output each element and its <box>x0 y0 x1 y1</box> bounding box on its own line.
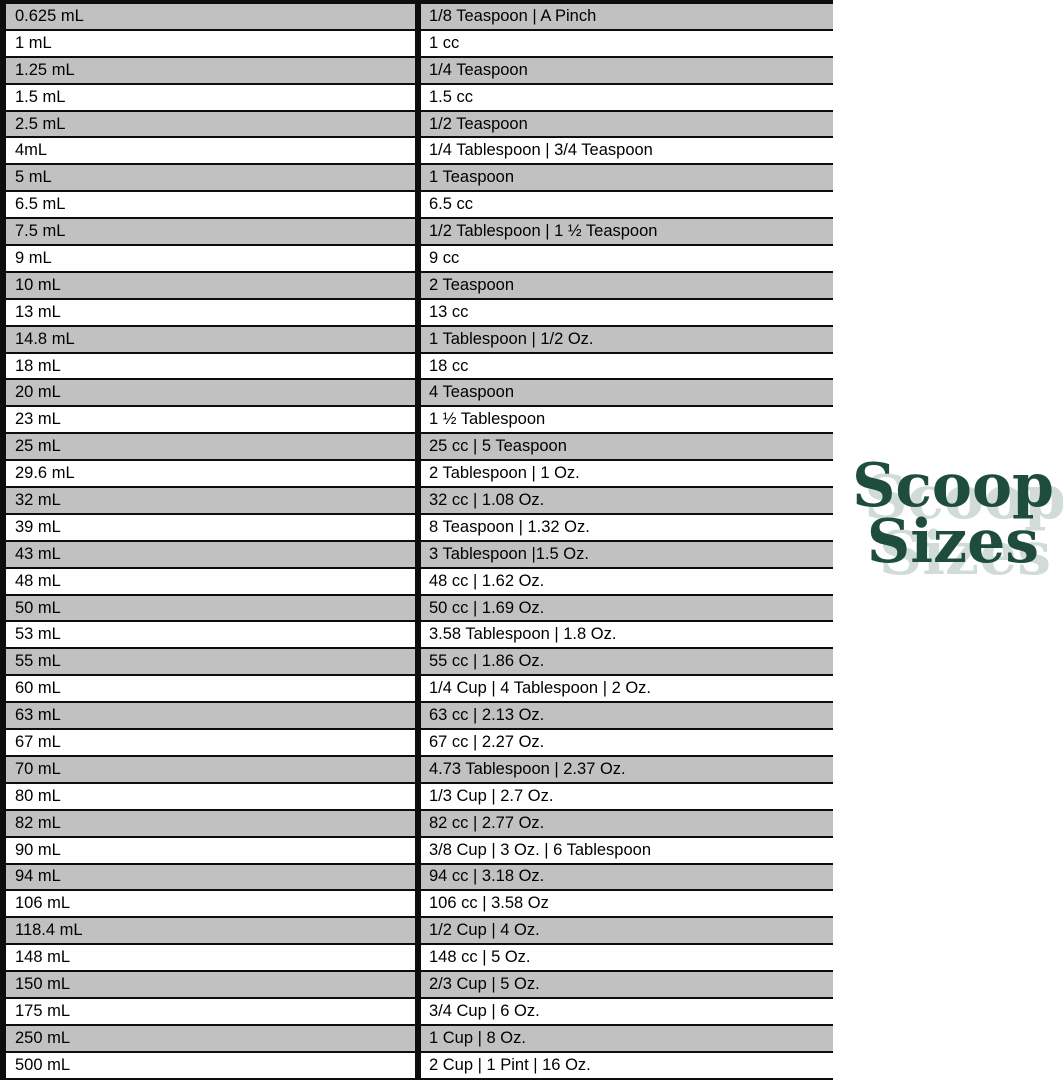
table-row <box>6 569 833 596</box>
conversion-cell: 6.5 cc <box>429 195 474 214</box>
table-row <box>6 461 833 488</box>
table-row <box>6 407 833 434</box>
ml-cell: 13 mL <box>6 300 421 325</box>
ml-cell: 0.625 mL <box>6 4 421 29</box>
table-row <box>6 380 833 407</box>
scoop-sizes-logo <box>843 451 1063 578</box>
ml-cell: 25 mL <box>6 434 421 459</box>
conversion-cell: 1/2 Cup | 4 Oz. <box>429 921 540 940</box>
table-row <box>6 273 833 300</box>
table-row <box>6 246 833 273</box>
conversion-cell: 2 Cup | 1 Pint | 16 Oz. <box>429 1055 591 1074</box>
ml-cell: 150 mL <box>6 972 421 997</box>
ml-cell: 10 mL <box>6 273 421 298</box>
conversion-cell: 25 cc | 5 Teaspoon <box>429 437 567 456</box>
ml-cell: 29.6 mL <box>6 461 421 486</box>
table-row <box>6 138 833 165</box>
ml-cell: 55 mL <box>6 649 421 674</box>
conversion-cell: 1/4 Cup | 4 Tablespoon | 2 Oz. <box>429 679 651 698</box>
conversion-cell: 9 cc <box>429 248 460 267</box>
logo-line-1: Scoop <box>852 451 1054 521</box>
conversion-cell: 1/2 Tablespoon | 1 ½ Teaspoon <box>429 222 658 241</box>
ml-cell: 14.8 mL <box>6 327 421 352</box>
ml-cell: 4mL <box>6 138 421 163</box>
conversion-cell: 148 cc | 5 Oz. <box>429 948 531 967</box>
conversion-cell: 4.73 Tablespoon | 2.37 Oz. <box>429 759 626 778</box>
conversion-cell: 48 cc | 1.62 Oz. <box>429 571 545 590</box>
table-row <box>6 354 833 381</box>
conversion-cell: 50 cc | 1.69 Oz. <box>429 598 545 617</box>
table-row <box>6 1053 833 1080</box>
table-row <box>6 972 833 999</box>
ml-cell: 23 mL <box>6 407 421 432</box>
conversion-cell: 82 cc | 2.77 Oz. <box>429 813 545 832</box>
ml-cell: 250 mL <box>6 1026 421 1051</box>
table-row <box>6 58 833 85</box>
table-row <box>6 488 833 515</box>
ml-cell: 500 mL <box>6 1053 421 1078</box>
conversion-cell: 32 cc | 1.08 Oz. <box>429 490 545 509</box>
conversion-cell: 1/4 Teaspoon <box>429 60 528 79</box>
table-row <box>6 434 833 461</box>
ml-cell: 43 mL <box>6 542 421 567</box>
conversion-cell: 3.58 Tablespoon | 1.8 Oz. <box>429 625 617 644</box>
ml-cell: 1.5 mL <box>6 85 421 110</box>
table-row <box>6 327 833 354</box>
ml-cell: 175 mL <box>6 999 421 1024</box>
ml-cell: 1.25 mL <box>6 58 421 83</box>
conversion-cell: 8 Teaspoon | 1.32 Oz. <box>429 517 590 536</box>
table-row <box>6 85 833 112</box>
table-row <box>6 515 833 542</box>
ml-cell: 90 mL <box>6 838 421 863</box>
table-row <box>6 945 833 972</box>
table-row <box>6 1026 833 1053</box>
table-row <box>6 112 833 139</box>
ml-cell: 60 mL <box>6 676 421 701</box>
table-row <box>6 838 833 865</box>
conversion-cell: 2/3 Cup | 5 Oz. <box>429 975 540 993</box>
table-row <box>6 4 833 31</box>
table-row <box>6 31 833 58</box>
conversion-cell: 1.5 cc <box>429 87 474 106</box>
ml-cell: 63 mL <box>6 703 421 728</box>
ml-cell: 80 mL <box>6 784 421 809</box>
table-row <box>6 622 833 649</box>
table-row <box>6 865 833 892</box>
ml-cell: 148 mL <box>6 945 421 970</box>
conversion-cell: 1/3 Cup | 2.7 Oz. <box>429 786 554 805</box>
table-row <box>6 192 833 219</box>
ml-cell: 50 mL <box>6 596 421 621</box>
table-row <box>6 703 833 730</box>
conversion-cell: 106 cc | 3.58 Oz <box>429 894 549 913</box>
table-row <box>6 730 833 757</box>
conversion-cell: 13 cc <box>429 302 469 321</box>
conversion-cell: 1 Cup | 8 Oz. <box>429 1028 526 1047</box>
conversion-cell: 55 cc | 1.86 Oz. <box>429 652 545 671</box>
ml-cell: 70 mL <box>6 757 421 782</box>
table-row <box>6 918 833 945</box>
table-row <box>6 811 833 838</box>
ml-cell: 39 mL <box>6 515 421 540</box>
ml-cell: 94 mL <box>6 865 421 890</box>
table-row <box>6 757 833 784</box>
conversion-cell: 1/2 Teaspoon <box>429 114 528 133</box>
conversion-cell: 1 ½ Tablespoon <box>429 410 546 429</box>
ml-cell: 18 mL <box>6 354 421 379</box>
conversion-cell: 1 Teaspoon <box>429 168 515 187</box>
conversion-cell: 4 Teaspoon <box>429 383 515 402</box>
ml-cell: 7.5 mL <box>6 219 421 244</box>
logo-line-2: Sizes <box>866 507 1040 578</box>
conversion-cell: 3/4 Cup | 6 Oz. <box>429 1001 540 1020</box>
conversion-cell: 67 cc | 2.27 Oz. <box>429 732 545 751</box>
conversion-cell: 1 Tablespoon | 1/2 Oz. <box>429 329 594 348</box>
table-row <box>6 165 833 192</box>
table-row <box>6 999 833 1026</box>
ml-cell: 2.5 mL <box>6 112 421 137</box>
table-row <box>6 542 833 569</box>
ml-cell: 20 mL <box>6 380 421 405</box>
ml-cell: 106 mL <box>6 891 421 916</box>
table-row <box>6 784 833 811</box>
ml-cell: 6.5 mL <box>6 192 421 217</box>
conversion-cell: 3/8 Cup | 3 Oz. | 6 Tablespoon <box>429 840 651 859</box>
ml-cell: 5 mL <box>6 165 421 190</box>
table-row <box>6 219 833 246</box>
table-row <box>6 596 833 623</box>
ml-cell: 67 mL <box>6 730 421 755</box>
conversion-cell: 63 cc | 2.13 Oz. <box>429 706 545 725</box>
ml-cell: 1 mL <box>6 31 421 56</box>
table-row <box>6 649 833 676</box>
conversion-cell: 1/4 Tablespoon | 3/4 Teaspoon <box>429 141 653 160</box>
ml-cell: 48 mL <box>6 569 421 594</box>
table-row <box>6 300 833 327</box>
conversion-cell: 94 cc | 3.18 Oz. <box>429 867 545 886</box>
ml-cell: 82 mL <box>6 811 421 836</box>
table-row <box>6 676 833 703</box>
conversion-cell: 1/8 Teaspoon | A Pinch <box>429 6 597 25</box>
ml-cell: 118.4 mL <box>6 918 421 943</box>
table-row <box>6 891 833 918</box>
conversion-cell: 3 Tablespoon |1.5 Oz. <box>429 544 589 563</box>
conversion-cell: 2 Teaspoon <box>429 275 515 294</box>
conversion-cell: 1 cc <box>429 33 460 52</box>
conversion-cell: 18 cc <box>429 356 469 375</box>
ml-cell: 32 mL <box>6 488 421 513</box>
ml-cell: 9 mL <box>6 246 421 271</box>
conversion-cell: 2 Tablespoon | 1 Oz. <box>429 464 580 483</box>
ml-cell: 53 mL <box>6 622 421 647</box>
